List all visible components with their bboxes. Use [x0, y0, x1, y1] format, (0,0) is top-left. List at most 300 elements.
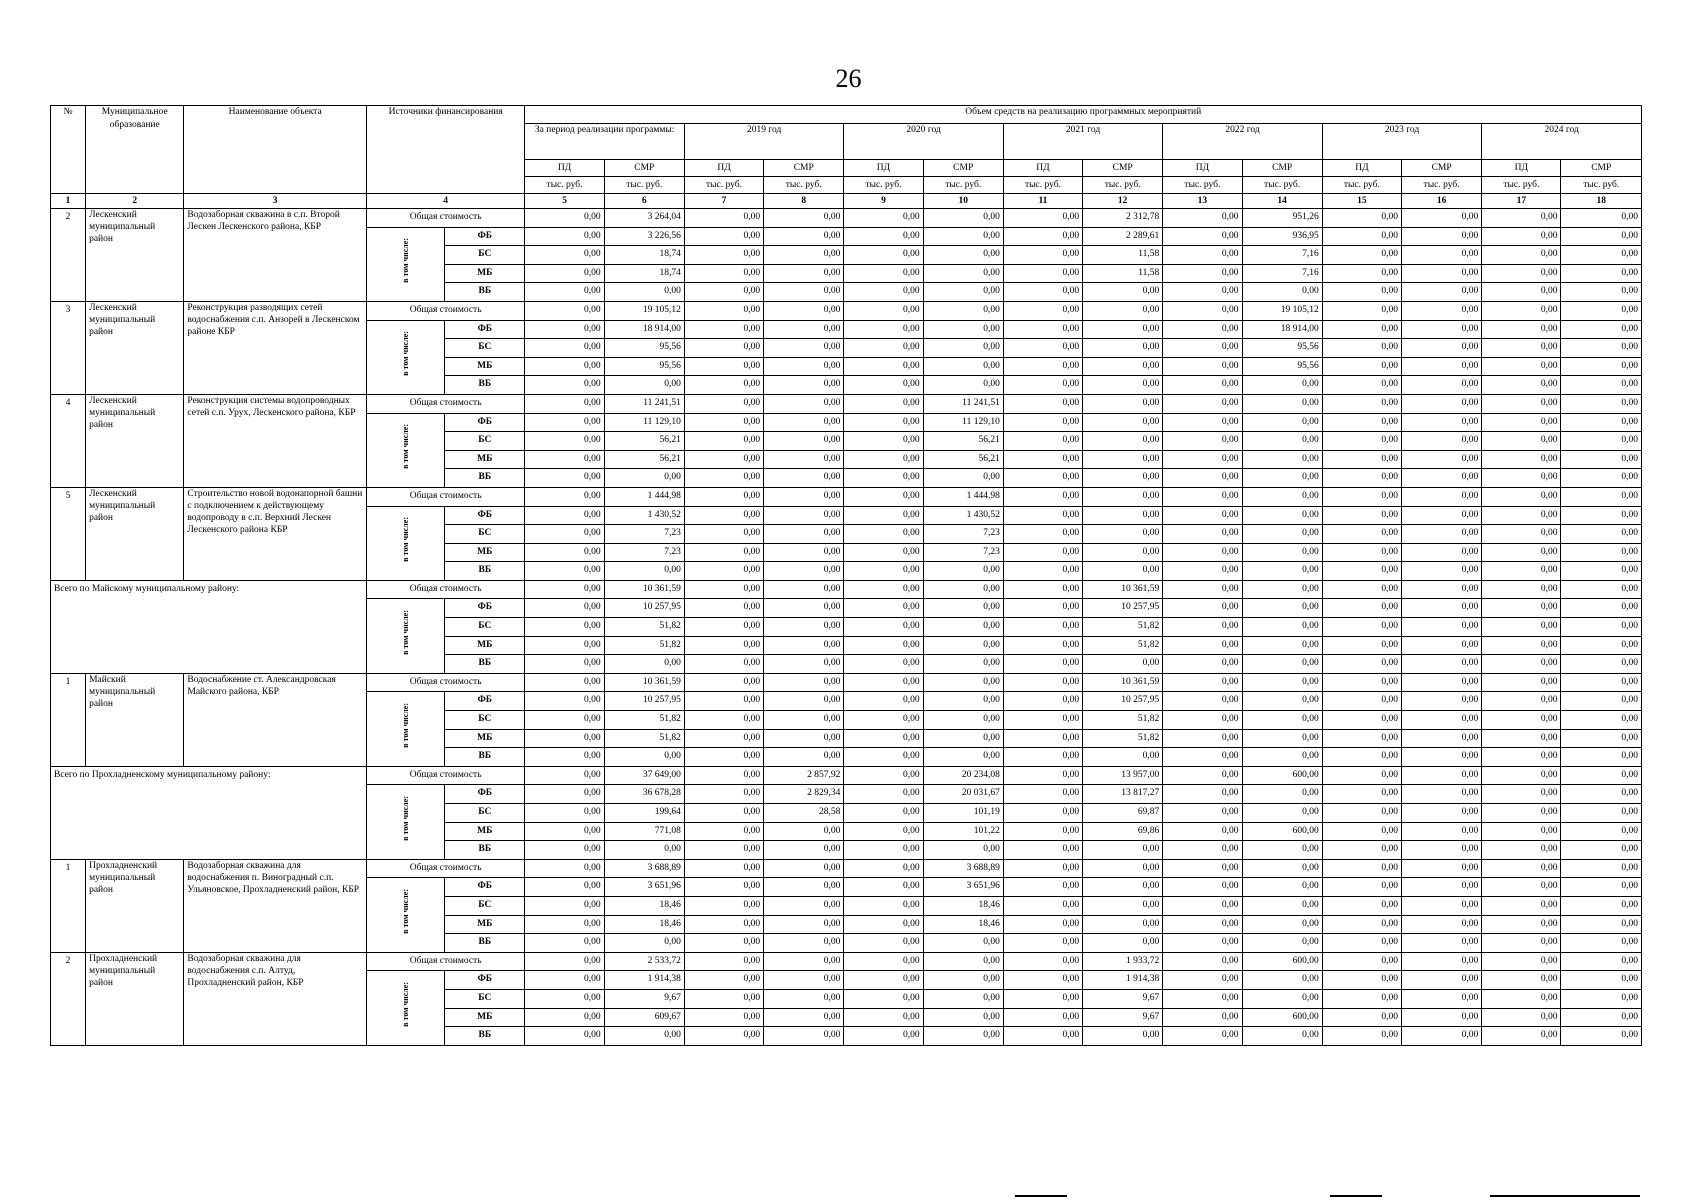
- funding-source-label: ВБ: [445, 283, 525, 302]
- amount-cell: 0,00: [1561, 413, 1642, 432]
- amount-cell: 0,00: [1242, 934, 1322, 953]
- amount-cell: 0,00: [1003, 692, 1082, 711]
- amount-cell: 0,00: [844, 227, 923, 246]
- amount-cell: 0,00: [844, 766, 923, 785]
- header-period: 2022 год: [1163, 124, 1322, 160]
- amount-cell: 13 957,00: [1083, 766, 1163, 785]
- header-pd: ПД: [1003, 160, 1082, 177]
- amount-cell: 18 914,00: [1242, 320, 1322, 339]
- amount-cell: 0,00: [1003, 599, 1082, 618]
- header-pd: ПД: [1482, 160, 1561, 177]
- amount-cell: 0,00: [525, 841, 604, 860]
- amount-cell: 0,00: [1402, 785, 1482, 804]
- amount-cell: 0,00: [1003, 971, 1082, 990]
- amount-cell: 0,00: [1322, 711, 1401, 730]
- amount-cell: 11,58: [1083, 264, 1163, 283]
- amount-cell: 0,00: [684, 543, 763, 562]
- amount-cell: 0,00: [684, 506, 763, 525]
- amount-cell: 51,82: [604, 618, 684, 637]
- funding-source-label: МБ: [445, 543, 525, 562]
- amount-cell: 0,00: [525, 320, 604, 339]
- funding-source-label: ФБ: [445, 413, 525, 432]
- amount-cell: 0,00: [1163, 376, 1242, 395]
- amount-cell: 0,00: [684, 320, 763, 339]
- amount-cell: 0,00: [923, 209, 1003, 228]
- amount-cell: 0,00: [1003, 357, 1082, 376]
- total-cost-label: Общая стоимость: [366, 673, 524, 692]
- amount-cell: 0,00: [1482, 357, 1561, 376]
- header-smr: СМР: [1561, 160, 1642, 177]
- funding-source-label: БС: [445, 432, 525, 451]
- amount-cell: 0,00: [1322, 246, 1401, 265]
- amount-cell: 0,00: [764, 543, 844, 562]
- amount-cell: 0,00: [1482, 934, 1561, 953]
- in-that-number-label: [366, 971, 444, 1045]
- funding-source-label: ВБ: [445, 562, 525, 581]
- amount-cell: 0,00: [684, 525, 763, 544]
- amount-cell: 56,21: [604, 450, 684, 469]
- total-cost-label: Общая стоимость: [366, 766, 524, 785]
- amount-cell: 0,00: [1482, 562, 1561, 581]
- amount-cell: 0,00: [1402, 469, 1482, 488]
- amount-cell: 0,00: [1482, 1008, 1561, 1027]
- amount-cell: 0,00: [1322, 822, 1401, 841]
- amount-cell: 0,00: [1482, 878, 1561, 897]
- amount-cell: 0,00: [684, 413, 763, 432]
- amount-cell: 0,00: [684, 1027, 763, 1046]
- amount-cell: 0,00: [764, 859, 844, 878]
- amount-cell: 0,00: [844, 934, 923, 953]
- amount-cell: 0,00: [1322, 692, 1401, 711]
- amount-cell: 0,00: [1163, 320, 1242, 339]
- header-column-number: 12: [1083, 194, 1163, 209]
- header-smr: СМР: [1402, 160, 1482, 177]
- amount-cell: 0,00: [1083, 543, 1163, 562]
- amount-cell: 51,82: [1083, 618, 1163, 637]
- header-unit: тыс. руб.: [684, 177, 763, 194]
- amount-cell: 0,00: [1003, 673, 1082, 692]
- amount-cell: 0,00: [1163, 618, 1242, 637]
- amount-cell: 0,00: [1482, 339, 1561, 358]
- amount-cell: 0,00: [1003, 785, 1082, 804]
- amount-cell: 0,00: [1402, 357, 1482, 376]
- amount-cell: 0,00: [1322, 227, 1401, 246]
- amount-cell: 0,00: [1402, 506, 1482, 525]
- header-column-numbers-row: [51, 194, 1642, 209]
- funding-source-label: ВБ: [445, 376, 525, 395]
- row-number: 2: [51, 952, 86, 1045]
- amount-cell: 0,00: [923, 246, 1003, 265]
- amount-cell: 600,00: [1242, 766, 1322, 785]
- amount-cell: 0,00: [1003, 413, 1082, 432]
- amount-cell: 0,00: [1242, 580, 1322, 599]
- amount-cell: 0,00: [1482, 655, 1561, 674]
- header-pd: ПД: [684, 160, 763, 177]
- amount-cell: 0,00: [1083, 896, 1163, 915]
- amount-cell: 0,00: [844, 971, 923, 990]
- amount-cell: 0,00: [764, 357, 844, 376]
- amount-cell: 0,00: [1322, 952, 1401, 971]
- amount-cell: 0,00: [1402, 562, 1482, 581]
- amount-cell: 0,00: [1003, 209, 1082, 228]
- amount-cell: 0,00: [844, 339, 923, 358]
- amount-cell: 0,00: [1163, 357, 1242, 376]
- total-cost-label: Общая стоимость: [366, 859, 524, 878]
- amount-cell: 3 651,96: [923, 878, 1003, 897]
- amount-cell: 0,00: [684, 766, 763, 785]
- amount-cell: 0,00: [1482, 618, 1561, 637]
- amount-cell: 0,00: [764, 264, 844, 283]
- amount-cell: 0,00: [1242, 1027, 1322, 1046]
- amount-cell: 0,00: [684, 487, 763, 506]
- amount-cell: 0,00: [525, 859, 604, 878]
- amount-cell: 0,00: [1322, 599, 1401, 618]
- amount-cell: 0,00: [1083, 841, 1163, 860]
- header-smr: СМР: [1242, 160, 1322, 177]
- total-cost-label: Общая стоимость: [366, 209, 524, 228]
- amount-cell: 0,00: [844, 320, 923, 339]
- amount-cell: 0,00: [1003, 525, 1082, 544]
- amount-cell: 0,00: [525, 432, 604, 451]
- amount-cell: 1 914,38: [604, 971, 684, 990]
- amount-cell: 0,00: [684, 618, 763, 637]
- amount-cell: 0,00: [1402, 376, 1482, 395]
- amount-cell: 0,00: [1322, 785, 1401, 804]
- amount-cell: 0,00: [1322, 543, 1401, 562]
- amount-cell: 0,00: [1322, 339, 1401, 358]
- amount-cell: 1 430,52: [923, 506, 1003, 525]
- amount-cell: 0,00: [1003, 394, 1082, 413]
- amount-cell: 0,00: [604, 934, 684, 953]
- amount-cell: 0,00: [1561, 859, 1642, 878]
- amount-cell: 0,00: [1402, 1027, 1482, 1046]
- amount-cell: 0,00: [525, 748, 604, 767]
- amount-cell: 0,00: [1322, 450, 1401, 469]
- amount-cell: 0,00: [1402, 432, 1482, 451]
- amount-cell: 0,00: [923, 655, 1003, 674]
- amount-cell: 0,00: [1083, 301, 1163, 320]
- table-row: [51, 673, 1642, 692]
- header-period: 2024 год: [1482, 124, 1642, 160]
- funding-source-label: ВБ: [445, 655, 525, 674]
- amount-cell: 0,00: [764, 209, 844, 228]
- amount-cell: 0,00: [1402, 729, 1482, 748]
- municipality-cell: Лескенский муниципальный район: [86, 487, 184, 580]
- amount-cell: 0,00: [1083, 506, 1163, 525]
- amount-cell: 0,00: [1402, 896, 1482, 915]
- amount-cell: 0,00: [1322, 283, 1401, 302]
- amount-cell: 0,00: [1402, 320, 1482, 339]
- amount-cell: 0,00: [1003, 989, 1082, 1008]
- amount-cell: 0,00: [1163, 655, 1242, 674]
- amount-cell: 0,00: [1322, 1027, 1401, 1046]
- amount-cell: 0,00: [1242, 562, 1322, 581]
- amount-cell: 0,00: [1482, 543, 1561, 562]
- amount-cell: 0,00: [1163, 859, 1242, 878]
- funding-source-label: БС: [445, 804, 525, 823]
- funding-source-label: МБ: [445, 264, 525, 283]
- amount-cell: 11 129,10: [923, 413, 1003, 432]
- total-cost-label: Общая стоимость: [366, 301, 524, 320]
- amount-cell: 0,00: [1402, 655, 1482, 674]
- amount-cell: 51,82: [1083, 636, 1163, 655]
- header-column-number: 5: [525, 194, 604, 209]
- amount-cell: 0,00: [844, 841, 923, 860]
- amount-cell: 95,56: [604, 357, 684, 376]
- amount-cell: 0,00: [1083, 432, 1163, 451]
- amount-cell: 0,00: [1482, 766, 1561, 785]
- amount-cell: 0,00: [684, 636, 763, 655]
- amount-cell: 10 361,59: [1083, 580, 1163, 599]
- funding-source-label: БС: [445, 896, 525, 915]
- row-number: 1: [51, 673, 86, 766]
- amount-cell: 0,00: [684, 785, 763, 804]
- amount-cell: 0,00: [525, 636, 604, 655]
- amount-cell: 0,00: [1322, 729, 1401, 748]
- amount-cell: 0,00: [1561, 1008, 1642, 1027]
- amount-cell: 0,00: [525, 506, 604, 525]
- header-period: 2020 год: [844, 124, 1003, 160]
- total-cost-label: Общая стоимость: [366, 394, 524, 413]
- amount-cell: 0,00: [1561, 301, 1642, 320]
- amount-cell: 18 914,00: [604, 320, 684, 339]
- amount-cell: 0,00: [1083, 878, 1163, 897]
- header-funding-sources: Источники финансирования: [366, 106, 524, 194]
- amount-cell: 0,00: [525, 209, 604, 228]
- amount-cell: 0,00: [1561, 748, 1642, 767]
- amount-cell: 0,00: [1242, 896, 1322, 915]
- amount-cell: 0,00: [684, 915, 763, 934]
- amount-cell: 0,00: [1482, 804, 1561, 823]
- amount-cell: 0,00: [525, 413, 604, 432]
- amount-cell: 0,00: [684, 989, 763, 1008]
- funding-source-label: ФБ: [445, 320, 525, 339]
- amount-cell: 0,00: [684, 357, 763, 376]
- amount-cell: 0,00: [764, 729, 844, 748]
- amount-cell: 0,00: [844, 394, 923, 413]
- amount-cell: 0,00: [1482, 580, 1561, 599]
- amount-cell: 0,00: [1242, 915, 1322, 934]
- in-that-number-label: [366, 785, 444, 859]
- amount-cell: 0,00: [1322, 915, 1401, 934]
- amount-cell: 0,00: [1322, 878, 1401, 897]
- amount-cell: 0,00: [684, 1008, 763, 1027]
- amount-cell: 0,00: [525, 562, 604, 581]
- amount-cell: 0,00: [1402, 413, 1482, 432]
- amount-cell: 0,00: [1482, 859, 1561, 878]
- amount-cell: 0,00: [1003, 822, 1082, 841]
- amount-cell: 0,00: [1322, 376, 1401, 395]
- amount-cell: 0,00: [525, 487, 604, 506]
- amount-cell: 0,00: [1482, 525, 1561, 544]
- amount-cell: 0,00: [1402, 766, 1482, 785]
- amount-cell: 0,00: [1003, 766, 1082, 785]
- amount-cell: 0,00: [684, 896, 763, 915]
- amount-cell: 28,58: [764, 804, 844, 823]
- amount-cell: 0,00: [1003, 339, 1082, 358]
- header-column-number: 17: [1482, 194, 1561, 209]
- amount-cell: 0,00: [1242, 450, 1322, 469]
- amount-cell: 0,00: [844, 469, 923, 488]
- amount-cell: 0,00: [1402, 246, 1482, 265]
- amount-cell: 0,00: [1322, 766, 1401, 785]
- amount-cell: 0,00: [1561, 636, 1642, 655]
- amount-cell: 0,00: [1163, 692, 1242, 711]
- amount-cell: 0,00: [1163, 413, 1242, 432]
- amount-cell: 0,00: [1402, 264, 1482, 283]
- amount-cell: 0,00: [844, 952, 923, 971]
- amount-cell: 51,82: [1083, 729, 1163, 748]
- amount-cell: 0,00: [764, 320, 844, 339]
- table-body: [51, 209, 1642, 1046]
- amount-cell: 0,00: [1402, 580, 1482, 599]
- amount-cell: 0,00: [1163, 562, 1242, 581]
- amount-cell: 0,00: [1083, 469, 1163, 488]
- header-column-number: 13: [1163, 194, 1242, 209]
- header-column-number: 14: [1242, 194, 1322, 209]
- header-unit: тыс. руб.: [1163, 177, 1242, 194]
- amount-cell: 0,00: [1242, 878, 1322, 897]
- amount-cell: 0,00: [844, 655, 923, 674]
- amount-cell: 0,00: [1402, 618, 1482, 637]
- amount-cell: 0,00: [1482, 896, 1561, 915]
- amount-cell: 0,00: [1402, 599, 1482, 618]
- amount-cell: 0,00: [1322, 971, 1401, 990]
- header-column-number: 9: [844, 194, 923, 209]
- amount-cell: 0,00: [1561, 655, 1642, 674]
- in-that-number-text: в том числе:: [400, 795, 410, 841]
- amount-cell: 0,00: [525, 711, 604, 730]
- amount-cell: 0,00: [764, 989, 844, 1008]
- amount-cell: 7,23: [923, 543, 1003, 562]
- amount-cell: 0,00: [525, 878, 604, 897]
- header-unit: тыс. руб.: [525, 177, 604, 194]
- header-smr: СМР: [923, 160, 1003, 177]
- amount-cell: 0,00: [1003, 896, 1082, 915]
- amount-cell: 0,00: [604, 841, 684, 860]
- amount-cell: 0,00: [923, 339, 1003, 358]
- amount-cell: 0,00: [1402, 822, 1482, 841]
- amount-cell: 0,00: [1163, 525, 1242, 544]
- amount-cell: 0,00: [1482, 822, 1561, 841]
- amount-cell: 0,00: [684, 376, 763, 395]
- header-column-number: 7: [684, 194, 763, 209]
- amount-cell: 0,00: [525, 357, 604, 376]
- amount-cell: 0,00: [1003, 915, 1082, 934]
- amount-cell: 0,00: [684, 432, 763, 451]
- amount-cell: 0,00: [1482, 711, 1561, 730]
- amount-cell: 0,00: [1561, 804, 1642, 823]
- amount-cell: 0,00: [844, 580, 923, 599]
- amount-cell: 0,00: [923, 841, 1003, 860]
- amount-cell: 0,00: [844, 543, 923, 562]
- amount-cell: 2 533,72: [604, 952, 684, 971]
- amount-cell: 0,00: [844, 618, 923, 637]
- amount-cell: 2 829,34: [764, 785, 844, 804]
- funding-source-label: ВБ: [445, 1027, 525, 1046]
- amount-cell: 0,00: [1402, 487, 1482, 506]
- amount-cell: 0,00: [764, 394, 844, 413]
- amount-cell: 0,00: [1242, 971, 1322, 990]
- amount-cell: 0,00: [1322, 264, 1401, 283]
- amount-cell: 0,00: [1242, 692, 1322, 711]
- amount-cell: 0,00: [684, 394, 763, 413]
- amount-cell: 0,00: [1561, 264, 1642, 283]
- summary-label: Всего по Прохладненскому муниципальному району:: [51, 766, 367, 859]
- amount-cell: 0,00: [1242, 673, 1322, 692]
- amount-cell: 0,00: [1561, 246, 1642, 265]
- amount-cell: 0,00: [1163, 1027, 1242, 1046]
- amount-cell: 0,00: [1561, 394, 1642, 413]
- amount-cell: 0,00: [684, 711, 763, 730]
- amount-cell: 0,00: [764, 655, 844, 674]
- amount-cell: 95,56: [1242, 339, 1322, 358]
- amount-cell: 0,00: [1242, 636, 1322, 655]
- amount-cell: 0,00: [1163, 339, 1242, 358]
- row-number: 1: [51, 859, 86, 952]
- amount-cell: 0,00: [1402, 989, 1482, 1008]
- amount-cell: 0,00: [764, 283, 844, 302]
- amount-cell: 0,00: [1163, 711, 1242, 730]
- amount-cell: 0,00: [1322, 1008, 1401, 1027]
- amount-cell: 0,00: [1402, 692, 1482, 711]
- amount-cell: 0,00: [1561, 487, 1642, 506]
- amount-cell: 0,00: [1242, 859, 1322, 878]
- amount-cell: 0,00: [764, 376, 844, 395]
- amount-cell: 0,00: [844, 301, 923, 320]
- amount-cell: 0,00: [1242, 989, 1322, 1008]
- amount-cell: 0,00: [1242, 543, 1322, 562]
- amount-cell: 0,00: [1561, 915, 1642, 934]
- amount-cell: 0,00: [923, 1027, 1003, 1046]
- amount-cell: 0,00: [1482, 209, 1561, 228]
- amount-cell: 0,00: [1322, 989, 1401, 1008]
- in-that-number-label: [366, 506, 444, 580]
- amount-cell: 0,00: [844, 357, 923, 376]
- amount-cell: 0,00: [1322, 525, 1401, 544]
- funding-source-label: ФБ: [445, 971, 525, 990]
- amount-cell: 0,00: [525, 989, 604, 1008]
- amount-cell: 0,00: [923, 673, 1003, 692]
- in-that-number-label: [366, 320, 444, 394]
- amount-cell: 0,00: [764, 636, 844, 655]
- amount-cell: 0,00: [844, 525, 923, 544]
- amount-cell: 18,74: [604, 264, 684, 283]
- funding-source-label: ВБ: [445, 748, 525, 767]
- amount-cell: 0,00: [1482, 599, 1561, 618]
- header-object-name: Наименование объекта: [184, 106, 367, 194]
- table-row: [51, 766, 1642, 785]
- amount-cell: 10 361,59: [604, 673, 684, 692]
- amount-cell: 0,00: [1322, 432, 1401, 451]
- amount-cell: 0,00: [844, 599, 923, 618]
- amount-cell: 0,00: [1402, 711, 1482, 730]
- amount-cell: 600,00: [1242, 822, 1322, 841]
- amount-cell: 0,00: [1163, 450, 1242, 469]
- amount-cell: 0,00: [1163, 822, 1242, 841]
- amount-cell: 0,00: [1163, 227, 1242, 246]
- amount-cell: 0,00: [1402, 971, 1482, 990]
- amount-cell: 0,00: [844, 413, 923, 432]
- object-name-cell: Водозаборная скважина для водоснабжения п. Виноградный с.п. Ульяновское, Прохладненский район, КБР: [184, 859, 367, 952]
- amount-cell: 11 129,10: [604, 413, 684, 432]
- amount-cell: 10 257,95: [1083, 692, 1163, 711]
- amount-cell: 0,00: [1482, 952, 1561, 971]
- amount-cell: 1 444,98: [923, 487, 1003, 506]
- amount-cell: 0,00: [923, 618, 1003, 637]
- amount-cell: 18,46: [604, 896, 684, 915]
- amount-cell: 0,00: [844, 636, 923, 655]
